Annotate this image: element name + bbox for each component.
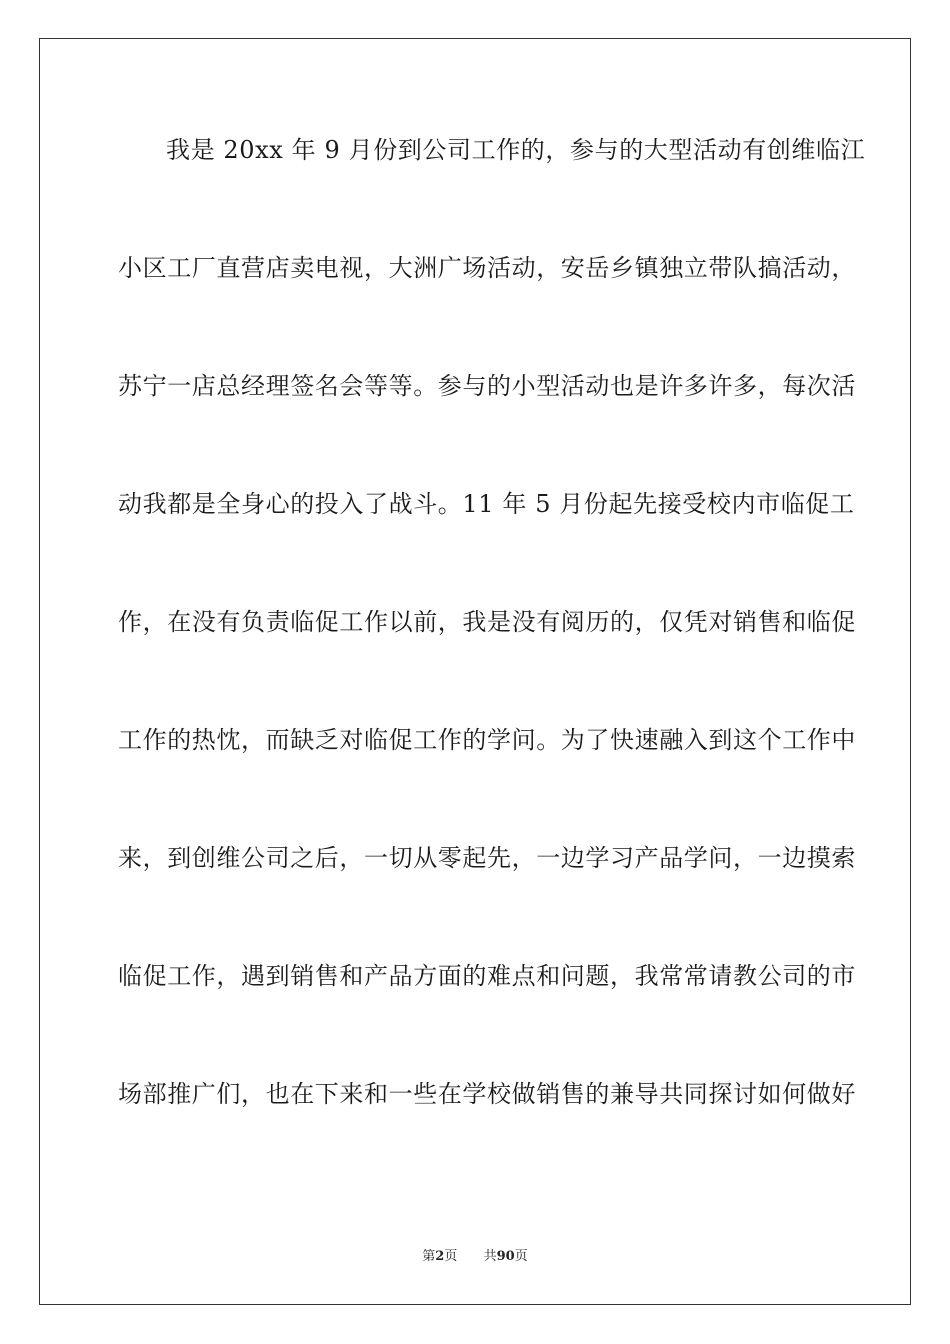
paragraph-line-5: 作，在没有负责临促工作以前，我是没有阅历的，仅凭对销售和临促: [118, 608, 856, 636]
paragraph-line-9: 场部推广们，也在下来和一些在学校做销售的兼导共同探讨如何做好: [118, 1080, 856, 1108]
paragraph-line-7: 来，到创维公司之后，一切从零起先，一边学习产品学问，一边摸索: [118, 844, 856, 872]
paragraph-line-1: 我是 20xx 年 9 月份到公司工作的，参与的大型活动有创维临江: [166, 136, 866, 164]
current-page-number: 2: [435, 1249, 445, 1264]
paragraph-line-8: 临促工作，遇到销售和产品方面的难点和问题，我常常请教公司的市: [118, 962, 856, 990]
paragraph-line-4: 动我都是全身心的投入了战斗。11 年 5 月份起先接受校内市临促工: [118, 490, 855, 518]
paragraph-line-3: 苏宁一店总经理签名会等等。参与的小型活动也是许多许多，每次活: [118, 372, 856, 400]
page-border: [39, 38, 911, 1305]
page-footer: [0, 1248, 950, 1266]
total-pages-number: 90: [496, 1249, 515, 1264]
total-pages-indicator: 共90页: [483, 1249, 528, 1264]
paragraph-line-6: 工作的热忱，而缺乏对临促工作的学问。为了快速融入到这个工作中: [118, 726, 856, 754]
paragraph-line-2: 小区工厂直营店卖电视，大洲广场活动，安岳乡镇独立带队搞活动，: [118, 254, 856, 282]
page-indicator: 第2页: [422, 1249, 458, 1264]
